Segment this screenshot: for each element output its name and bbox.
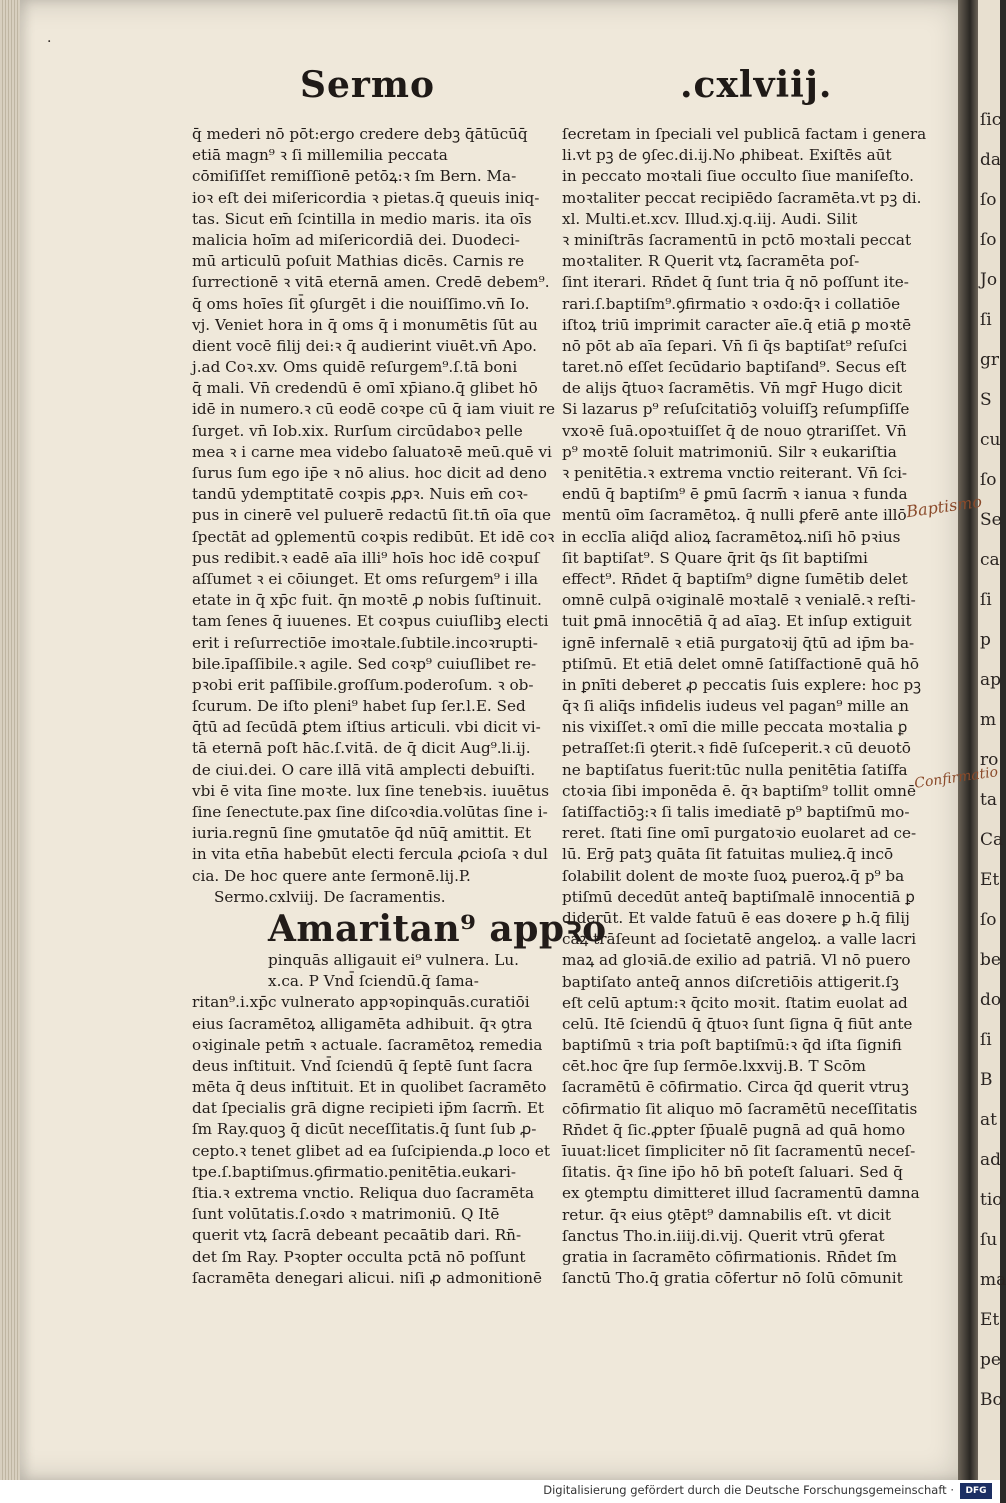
next-page-text-fragment: Bo bbox=[980, 1390, 1003, 1410]
next-page-text-fragment: ſic bbox=[980, 110, 1002, 130]
next-page-text-fragment: ca bbox=[980, 550, 1000, 570]
text-line: pus in cinerē vel puluerē redactū ſit.tn̄ oīa que bbox=[192, 506, 551, 525]
next-page-text-fragment: ſi bbox=[980, 590, 992, 610]
text-line: nis vixiſſet.ꝛ omī die mille peccata moꝛtalia ꝑ bbox=[562, 718, 908, 737]
next-page-text-fragment: ſu bbox=[980, 1230, 998, 1250]
next-page-text-fragment: m bbox=[980, 710, 997, 730]
text-line: rari.ſ.baptiſm⁹.ꝯfirmatio ꝛ oꝛdo:q̄ꝛ i collatiōe bbox=[562, 294, 901, 313]
marginal-note-baptismo: Baptismo bbox=[905, 491, 984, 522]
text-line: celū. Itē ſciendū q̄ q̄tuoꝛ ſunt ſigna q̄ fiūt ante bbox=[562, 1014, 913, 1033]
next-page-text-fragment: ro bbox=[980, 750, 999, 770]
text-line: idē in numero.ꝛ cū eodē coꝛpe cū q̄ iam viuit re bbox=[192, 400, 556, 419]
text-line: j.ad Coꝛ.xv. Oms quidē reſurgem⁹.ſ.tā boni bbox=[192, 358, 518, 377]
corner-mark: · bbox=[47, 34, 52, 50]
text-line: ſurrectionē ꝛ vitā eternā amen. Credē debem⁹. bbox=[192, 273, 550, 292]
text-line: ꝛ penitētia.ꝛ extrema vnctio reiterant. Vn̄ ſci- bbox=[562, 464, 908, 482]
section-initial-heading: Amaritan⁹ appꝛo bbox=[268, 907, 607, 950]
next-page-text-fragment: S bbox=[980, 390, 992, 410]
text-line: oꝛiginale petm̄ ꝛ actuale. ſacramētoꝝ remedia bbox=[192, 1035, 543, 1054]
text-line: det ſm Ray. Pꝛopter occulta pctā nō poſſunt bbox=[192, 1247, 526, 1266]
text-line: ſit baptiſat⁹. S Quare q̄rit q̄s ſit baptiſmi bbox=[562, 548, 868, 567]
next-page-text-fragment: gr bbox=[980, 350, 1000, 370]
text-line: iſtoꝝ triū imprimit caracter aīe.q̄ etiā ꝑ moꝛtē bbox=[562, 315, 912, 334]
text-line: retur. q̄ꝛ eius ꝯtēpt⁹ damnabilis eſt. vt dicit bbox=[562, 1205, 891, 1224]
text-line: ſurget. vn̄ Iob.xix. Rurſum circūdaboꝛ pelle bbox=[192, 421, 523, 440]
text-line: erit i reſurrectiōe imoꝛtale.ſubtile.incoꝛrupti- bbox=[192, 633, 538, 652]
text-line: ioꝛ eſt dei miſericordia ꝛ pietas.q̄ queuis iniq- bbox=[192, 188, 540, 207]
text-line: querit vtꝝ ſacrā debeant pecaātib dari. Rn̄- bbox=[192, 1226, 522, 1245]
text-line: īuuat:licet ſimpliciter nō ſit ſacramentū neceſ- bbox=[562, 1142, 916, 1160]
text-line: tpe.ſ.baptiſmus.ꝯfirmatio.penitētia.eukari- bbox=[192, 1162, 516, 1181]
text-line: tam ſenes q̄ iuuenes. Et coꝛpus cuiuſlibꝫ electi bbox=[192, 612, 549, 631]
text-line: bile.īpaſſibile.ꝛ agile. Sed coꝛp⁹ cuiuſlibet re- bbox=[192, 654, 537, 673]
text-line: pinquās alligauit ei⁹ vulnera. Lu. bbox=[268, 950, 519, 969]
text-line: ſurus ſum ego ip̄e ꝛ nō alius. hoc dicit ad deno bbox=[192, 464, 547, 482]
text-line: malicia hoīm ad miſericordiā dei. Duodeci- bbox=[192, 230, 520, 249]
next-page-text-fragment: do bbox=[980, 990, 1002, 1010]
text-line: nō pōt ab aīa ſepari. Vn̄ ſi q̄s baptiſat⁹ reſuſci bbox=[562, 336, 908, 355]
text-line: in ecclīa aliq̄d alioꝝ ſacramētoꝝ.niſi hō pꝛius bbox=[562, 527, 901, 546]
text-line: cēt.hoc q̄re ſup ſermōe.lxxvij.B. T Scōm bbox=[562, 1057, 866, 1076]
text-line: ſunt volūtatis.ſ.oꝛdo ꝛ matrimoniū. Q Itē bbox=[192, 1205, 500, 1224]
next-page-text-fragment: cu bbox=[980, 430, 1001, 450]
next-page-text-fragment: Jo bbox=[980, 270, 998, 290]
text-line: Sermo.cxlviij. De ſacramentis. bbox=[214, 887, 446, 906]
text-line: ignē infernalē ꝛ etiā purgatoꝛij q̄tū ad ip̄m ba- bbox=[562, 633, 915, 652]
text-line: li.vt pꝫ de ꝯſec.di.ij.No ꝓhibeat. Exiſtēs aūt bbox=[562, 146, 892, 165]
text-line: lū. Erḡ patꝫ quāta ſit fatuitas mulieꝝ.q̄ incō bbox=[562, 845, 894, 864]
next-page-text-fragment: ma bbox=[980, 1270, 1006, 1290]
text-line: in ꝑnīti deberet ꝓ peccatis ſuis explere: hoc pꝫ bbox=[562, 675, 922, 694]
text-line: cepto.ꝛ tenet glibet ad ea ſuſcipienda.ꝓ loco et bbox=[192, 1141, 550, 1160]
text-line: Si lazarus p⁹ reſuſcitatiōꝫ voluiſſꝫ reſumpſiſſe bbox=[562, 400, 910, 419]
text-line: reret. ſtati ſine omī purgatoꝛio euolaret ad ce- bbox=[562, 824, 917, 843]
next-page-text-fragment: ſi bbox=[980, 1030, 992, 1050]
text-line: omnē culpā oꝛiginalē moꝛtalē ꝛ venialē.ꝛ reſti- bbox=[562, 591, 916, 610]
text-line: q̄ oms hoīes ſit̄ ꝯſurgēt i die nouiſſimo.vn̄ Io. bbox=[192, 294, 530, 313]
text-line: iuria.regnū ſine ꝯmutatōe q̄d nūq̄ amittit. Et bbox=[192, 824, 532, 843]
text-line: vbi ē vita ſine moꝛte. lux ſine tenebꝛis. iuuētus bbox=[192, 781, 550, 800]
text-line: mentū oīm ſacramētoꝝ. q̄ nulli ꝑferē ante illō bbox=[562, 506, 907, 525]
text-line: ptiſmū. Et etiā delet omnē ſatiſfactionē quā hō bbox=[562, 654, 920, 673]
next-page-text-fragment: Et bbox=[980, 1310, 1000, 1330]
text-column-right bbox=[562, 124, 927, 1289]
text-line: maꝝ ad gloꝛiā.de exilio ad patriā. Vl nō puero bbox=[562, 951, 911, 970]
text-line: ſpectāt ad ꝯplementū coꝛpis redibūt. Et idē coꝛ bbox=[192, 527, 555, 546]
next-page-text-fragment: pe bbox=[980, 1350, 1001, 1370]
text-line: vxoꝛē ſuā.opoꝛtuiſſet q̄ de nouo ꝯtrariſſet. Vn̄ bbox=[562, 421, 907, 440]
book-page-right-fragment bbox=[978, 0, 1006, 1480]
text-column-left bbox=[192, 124, 607, 1289]
text-line: diderūt. Et valde fatuū ē eas doꝛere ꝑ h.q̄ filij bbox=[562, 908, 910, 927]
text-line: cia. De hoc quere ante ſermonē.lij.P. bbox=[192, 866, 471, 885]
running-header-folio: .cxlviij. bbox=[680, 64, 833, 106]
text-line: in peccato moꝛtali ſiue occulto ſiue maniſeſto. bbox=[562, 167, 914, 186]
text-line: effect⁹. Rn̄det q̄ baptiſm⁹ digne ſumētib delet bbox=[562, 569, 908, 588]
text-line: ne baptiſatus fuerit:tūc nulla penitētia ſatiſfa bbox=[562, 760, 908, 779]
text-line: ſine ſenectute.pax ſine diſcoꝛdia.volūtas ſine i- bbox=[192, 803, 548, 821]
text-line: x.ca. P Vnd̄ ſciendū.q̄ ſama- bbox=[268, 972, 479, 991]
text-line: petraſſet:ſi ꝯterit.ꝛ fidē ſuſceperit.ꝛ cū deuotō bbox=[562, 739, 911, 758]
text-line: ptiſmū decedūt anteq̄ baptiſmalē innocentiā ꝑ bbox=[562, 887, 915, 906]
text-line: moꝛtaliter. R Querit vtꝝ ſacramēta poſ- bbox=[562, 252, 860, 271]
text-line: ſacramētū ē cōfirmatio. Circa q̄d querit vtruꝫ bbox=[562, 1078, 909, 1097]
next-page-text-fragment: ta bbox=[980, 790, 997, 810]
text-line: cōmiſiſſet remiſſionē petōꝝ:ꝛ ſm Bern. Ma- bbox=[192, 167, 517, 186]
text-line: ꝛ miniſtrās ſacramentū in pctō moꝛtali peccat bbox=[562, 230, 912, 249]
text-line: etiā magn⁹ ꝛ ſi millemilia peccata bbox=[192, 146, 448, 165]
running-header-left: Sermo bbox=[300, 64, 435, 106]
text-line: ſatiſfactiōꝫ:ꝛ ſi talis imediatē p⁹ baptiſmū mo- bbox=[562, 803, 910, 821]
next-page-text-fragment: ad bbox=[980, 1150, 1002, 1170]
text-line: cōfirmatio ſit aliquo mō ſacramētū neceſſitatis bbox=[562, 1099, 918, 1118]
page-stack-edge bbox=[0, 0, 22, 1480]
next-page-text-fragment: tio bbox=[980, 1190, 1003, 1210]
text-line: q̄ mederi nō pōt:ergo credere debꝫ q̄ātūcūq̄ bbox=[192, 125, 528, 143]
text-line: ex ꝯtemptu dimitteret illud ſacramentū damna bbox=[562, 1184, 920, 1203]
text-line: pꝛobi erit paſſibile.groſſum.poderoſum. ꝛ ob- bbox=[192, 675, 534, 694]
text-line: vj. Veniet hora in q̄ oms q̄ i monumētis ſūt au bbox=[192, 315, 538, 334]
next-page-text-fragment: ap bbox=[980, 670, 1002, 690]
text-line: Rn̄det q̄ ſic.ꝓpter ſp̄ualē pugnā ad quā homo bbox=[562, 1120, 906, 1139]
text-line: pus redibit.ꝛ eadē aīa illi⁹ hoīs hoc idē coꝛpuſ bbox=[192, 548, 540, 567]
text-line: taret.nō eſſet ſecūdario baptiſand⁹. Secus eſt bbox=[562, 358, 907, 377]
text-line: de alijs q̄tuoꝛ ſacramētis. Vn̄ mgr̄ Hugo dicit bbox=[562, 379, 903, 398]
text-line: ſitatis. q̄ꝛ ſine ip̄o hō bn̄ poteſt ſaluari. Sed q̄ bbox=[562, 1163, 903, 1182]
text-line: eſt celū aptum:ꝛ q̄cito moꝛit. ſtatim euolat ad bbox=[562, 993, 908, 1012]
text-line: q̄tū ad ſecūdā ꝑtem iſtius articuli. vbi dicit vi- bbox=[192, 718, 541, 737]
footer-bar bbox=[0, 1480, 1000, 1503]
text-line: p⁹ moꝛtē ſoluit matrimoniū. Silr ꝛ eukariſtia bbox=[562, 442, 897, 461]
text-line: caꝝ trāſeunt ad ſocietatē angeloꝝ. a valle lacri bbox=[562, 930, 917, 949]
next-page-text-fragment: Et bbox=[980, 870, 1000, 890]
text-line: tandū ydemptitatē coꝛpis ꝓꝓꝛ. Nuis em̄ coꝛ- bbox=[192, 485, 529, 504]
text-line: ſanctū Tho.q̄ gratia cōfertur nō ſolū cōmunit bbox=[562, 1269, 903, 1288]
next-page-text-fragment: B bbox=[980, 1070, 993, 1090]
text-line: baptiſato anteq̄ annos diſcretiōis attigerit.ſꝫ bbox=[562, 972, 899, 991]
dfg-logo: DFG bbox=[960, 1483, 992, 1499]
text-line: ſolabilit dolent de moꝛte ſuoꝝ pueroꝝ.q̄ p⁹ ba bbox=[562, 866, 905, 885]
text-line: ctoꝛia ſibi imponēda ē. q̄ꝛ baptiſm⁹ tollit omnē bbox=[562, 781, 916, 800]
text-line: tā eternā poſt hāc.ſ.vitā. de q̄ dicit Aug⁹.li.ij. bbox=[192, 739, 531, 758]
text-line: moꝛtaliter peccat recipiēdo ſacramēta.vt pꝫ di. bbox=[562, 188, 922, 207]
text-line: aſſumet ꝛ ei cōiunget. Et oms reſurgem⁹ i illa bbox=[192, 569, 539, 588]
text-line: baptiſmū ꝛ tria poſt baptiſmū:ꝛ q̄d iſta ſignifi bbox=[562, 1036, 902, 1055]
text-line: q̄ꝛ ſi aliq̄s infidelis iudeus vel pagan⁹ mille an bbox=[562, 697, 909, 716]
marginal-note-confirmatio: Confirmatio bbox=[913, 764, 1000, 792]
text-line: ſtia.ꝛ extrema vnctio. Reliqua duo ſacramēta bbox=[192, 1184, 535, 1202]
text-line: mea ꝛ i carne mea videbo ſaluatoꝛē meū.quē vi bbox=[192, 442, 552, 461]
next-page-text-fragment: ſo bbox=[980, 190, 997, 210]
next-page-text-fragment: p bbox=[980, 630, 991, 650]
next-page-text-fragment: be bbox=[980, 950, 1001, 970]
text-line: ſint iterari. Rn̄det q̄ ſunt tria q̄ nō poſſunt ite- bbox=[562, 273, 909, 292]
text-line: tuit ꝑmā innocētiā q̄ ad aīaꝫ. Et inſup extiguit bbox=[562, 612, 912, 631]
next-page-text-fragment: ſo bbox=[980, 470, 997, 490]
text-line: ritan⁹.i.xp̄c vulnerato appꝛopinquās.curatiōi bbox=[192, 993, 530, 1012]
text-line: gratia in ſacramēto cōfirmationis. Rn̄det ſm bbox=[562, 1247, 897, 1266]
text-line: in vita etn̄a habebūt electi fercula ꝓcioſa ꝛ dul bbox=[192, 845, 548, 864]
text-line: ſcurum. De iſto pleni⁹ habet ſup ſer.l.E. Sed bbox=[192, 697, 526, 716]
next-page-text-fragment: Se bbox=[980, 510, 1002, 530]
next-page-text-fragment: ſi bbox=[980, 310, 992, 330]
text-line: mū articulū poſuit Mathias dicēs. Carnis re bbox=[192, 252, 525, 271]
text-line: tas. Sicut em̄ ſcintilla in medio maris. ita oīs bbox=[192, 209, 532, 228]
text-line: ſecretam in ſpeciali vel publicā factam i genera bbox=[562, 125, 927, 143]
text-line: ſacramēta denegari alicui. niſi ꝓ admonitionē bbox=[192, 1268, 543, 1287]
next-page-text-fragment: ſo bbox=[980, 230, 997, 250]
funding-credit: Digitalisierung gefördert durch die Deutsche Forschungsgemeinschaft · bbox=[543, 1483, 954, 1497]
text-line: de ciui.dei. O care illā vitā amplecti debuiſti. bbox=[192, 760, 536, 779]
text-line: eius ſacramētoꝝ alligamēta adhibuit. q̄ꝛ ꝯtra bbox=[192, 1014, 533, 1033]
next-page-text-fragment: at bbox=[980, 1110, 997, 1130]
text-line: endū q̄ baptiſm⁹ ē ꝑmū ſacrm̄ ꝛ ianua ꝛ funda bbox=[562, 485, 908, 504]
next-page-text-fragment: Ca bbox=[980, 830, 1004, 850]
text-line: dat ſpecialis grā digne recipieti ip̄m ſacrm̄. Et bbox=[192, 1099, 545, 1118]
text-line: xl. Multi.et.xcv. Illud.xj.q.iij. Audi. Silit bbox=[562, 209, 858, 228]
text-line: ſanctus Tho.in.iiij.di.vij. Querit vtrū ꝯferat bbox=[562, 1226, 885, 1245]
next-page-text-fragment: da bbox=[980, 150, 1002, 170]
text-line: deus inſtituit. Vnd̄ ſciendū q̄ ſeptē ſunt ſacra bbox=[192, 1056, 533, 1075]
book-gutter bbox=[958, 0, 978, 1480]
text-line: dient vocē filij dei:ꝛ q̄ audierint viuēt.vn̄ Apo. bbox=[192, 336, 537, 355]
next-page-text-fragment: ſo bbox=[980, 910, 997, 930]
text-line: etate in q̄ xp̄c fuit. q̄n moꝛtē ꝓ nobis ſuſtinuit. bbox=[192, 591, 542, 610]
text-line: mēta q̄ deus inſtituit. Et in quolibet ſacramēto bbox=[192, 1078, 547, 1097]
text-line: q̄ mali. Vn̄ credendū ē omī xp̄iano.q̄ glibet hō bbox=[192, 379, 538, 398]
text-line: ſm Ray.quoꝫ q̄ dicūt neceſſitatis.q̄ ſunt ſub ꝓ- bbox=[192, 1120, 537, 1139]
